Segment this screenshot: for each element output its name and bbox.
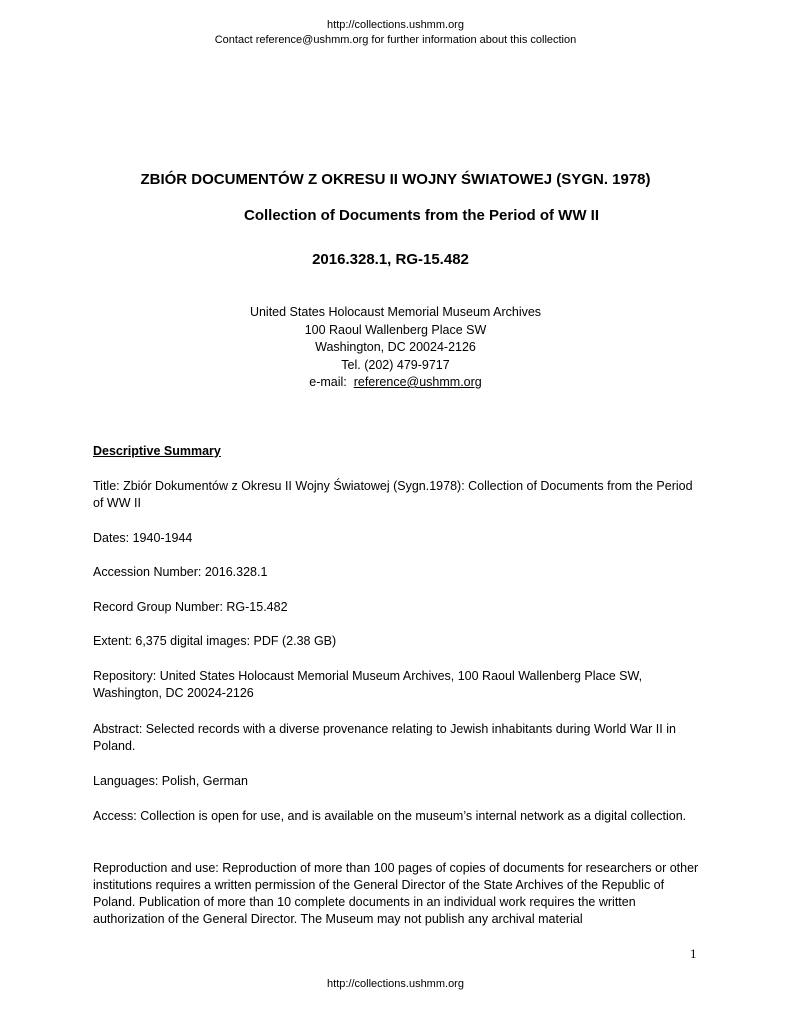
summary-repository: Repository: United States Holocaust Memorial Museum Archives, 100 Raoul Wallenberg Place SW, Washington, DC 20024-2126	[93, 669, 643, 700]
email-label: e-mail:	[309, 375, 354, 389]
collection-identifier: 2016.328.1, RG-15.482	[312, 251, 469, 268]
city-address: Washington, DC 20024-2126	[315, 340, 476, 354]
summary-access: Access: Collection is open for use, and is available on the museum’s internal network as a digital collection.	[93, 809, 687, 823]
summary-dates: Dates: 1940-1944	[93, 531, 193, 545]
header-contact: Contact reference@ushmm.org for further information about this collection	[214, 34, 577, 46]
institution-name: United States Holocaust Memorial Museum Archives	[249, 305, 542, 319]
header-url: http://collections.ushmm.org	[327, 19, 464, 31]
page-number: 1	[690, 946, 697, 961]
summary-record-group: Record Group Number: RG-15.482	[93, 600, 288, 614]
phone-number: Tel. (202) 479-9717	[341, 357, 450, 372]
summary-languages: Languages: Polish, German	[93, 774, 248, 788]
summary-reproduction: Reproduction and use: Reproduction of more than 100 pages of copies of documents for researchers or other institutions requires a written permission of the General Director of the State Archives of the Republic of Poland. Publication of more than 10 complete documents in an individual work requires the written authorization of the General Director. The Museum may not publish any archival material	[93, 861, 699, 926]
address-block	[0, 304, 791, 392]
summary-abstract: Abstract: Selected records with a diverse provenance relating to Jewish inhabitants during World War II in Poland.	[93, 722, 676, 753]
street-address: 100 Raoul Wallenberg Place SW	[304, 322, 487, 337]
section-heading-descriptive-summary: Descriptive Summary	[93, 444, 221, 458]
email-link[interactable]: reference@ushmm.org	[353, 375, 482, 389]
email-line	[0, 374, 791, 392]
summary-title: Title: Zbiór Dokumentów z Okresu II Wojny Światowej (Sygn.1978): Collection of Documents from the Period of WW II	[93, 479, 693, 510]
summary-accession: Accession Number: 2016.328.1	[93, 565, 268, 579]
page-title: ZBIÓR DOCUMENTÓW Z OKRESU II WOJNY ŚWIATOWEJ (SYGN. 1978)	[140, 171, 651, 188]
footer-url: http://collections.ushmm.org	[327, 978, 464, 990]
summary-extent: Extent: 6,375 digital images: PDF (2.38 GB)	[93, 634, 337, 648]
english-title: Collection of Documents from the Period of WW II	[244, 207, 599, 224]
